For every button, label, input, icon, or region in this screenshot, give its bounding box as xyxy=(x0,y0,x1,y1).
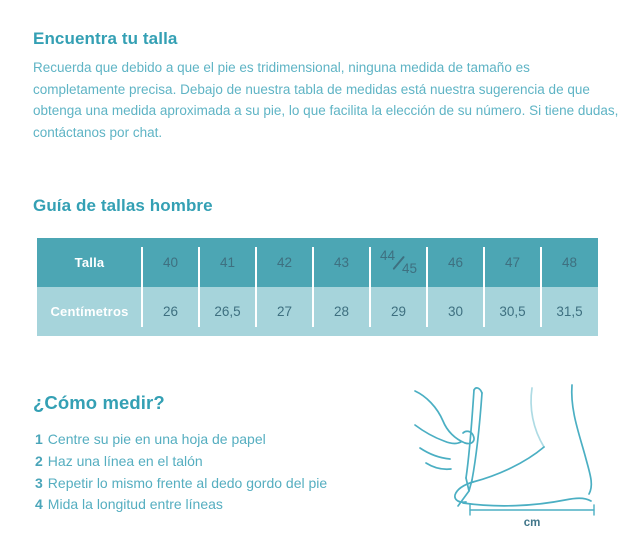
cm-value-cell: 31,5 xyxy=(556,304,583,319)
cm-value-cell: 29 xyxy=(390,304,407,319)
column-separator xyxy=(312,247,314,327)
step-text: Haz una línea en el talón xyxy=(47,452,203,469)
measure-step xyxy=(35,451,327,473)
column-separator xyxy=(198,247,200,327)
column-separator xyxy=(483,247,485,327)
size-value-cell: 47 xyxy=(504,255,521,270)
pencil-tip-path xyxy=(466,478,472,491)
size-value-cell: 48 xyxy=(561,255,578,270)
cm-value-cell: 30,5 xyxy=(499,304,526,319)
foot-measure-illustration xyxy=(413,381,605,529)
measure-step xyxy=(35,494,327,516)
thumb-path xyxy=(415,425,461,443)
cm-label: cm xyxy=(523,517,541,529)
row-header-label: Centímetros xyxy=(50,304,129,319)
sole-path xyxy=(463,498,591,506)
size-value-cell: 42 xyxy=(276,255,293,270)
measure-steps-list xyxy=(35,429,327,516)
column-separator xyxy=(426,247,428,327)
step-text: Mida la longitud entre líneas xyxy=(47,496,223,513)
column-separator xyxy=(255,247,257,327)
cm-value-cell: 30 xyxy=(447,304,464,319)
cm-value-cell: 27 xyxy=(276,304,293,319)
section-title-how-to-measure: ¿Cómo medir? xyxy=(33,392,165,413)
instep-path xyxy=(473,447,544,482)
finger-path xyxy=(420,448,450,459)
intro-paragraph: Recuerda que debido a que el pie es tridimensional, ninguna medida de tamaño es completamente precisa. Debajo de nuestra tabla de medidas está nuestra sugerencia de que obtenga una medida aproximada a su pie, lo que facilita la elección de su número. Si tiene dudas, contáctanos por chat. xyxy=(33,60,619,140)
size-table xyxy=(37,238,598,336)
column-separator xyxy=(141,247,143,327)
measure-step xyxy=(35,473,327,495)
finger-path xyxy=(426,463,451,469)
size-value-cell: 40 xyxy=(162,255,179,270)
size-value-cell: 41 xyxy=(219,255,236,270)
shin-line-path xyxy=(531,388,544,447)
heel-outline-path xyxy=(572,385,592,494)
column-separator xyxy=(540,247,542,327)
step-number: 1 xyxy=(35,431,43,447)
index-finger-path xyxy=(463,431,474,443)
step-text: Centre su pie en una hoja de papel xyxy=(47,431,266,447)
pencil-path xyxy=(474,388,482,393)
step-text: Repetir lo mismo frente al dedo gordo del pie xyxy=(47,474,328,491)
size-value-cell xyxy=(370,238,427,287)
section-title-men-size-guide: Guía de tallas hombre xyxy=(33,196,213,215)
row-header-label: Talla xyxy=(74,255,105,270)
cm-value-cell: 26,5 xyxy=(214,304,241,319)
cm-value-cell: 28 xyxy=(333,304,350,319)
step-number: 3 xyxy=(35,474,43,491)
table-row-talla xyxy=(37,238,598,287)
hand-outline-path xyxy=(415,391,465,443)
cm-value-cell: 26 xyxy=(162,304,179,319)
step-number: 2 xyxy=(35,452,43,469)
size-value-cell: 46 xyxy=(447,255,464,270)
table-row-centimetros xyxy=(37,287,598,336)
measure-step xyxy=(35,429,327,451)
split-size-cell: 44 45 xyxy=(379,248,418,276)
size-value-cell: 43 xyxy=(333,255,350,270)
column-separator xyxy=(369,247,371,327)
section-title-find-your-size: Encuentra tu talla xyxy=(33,29,178,48)
step-number: 4 xyxy=(35,496,43,513)
